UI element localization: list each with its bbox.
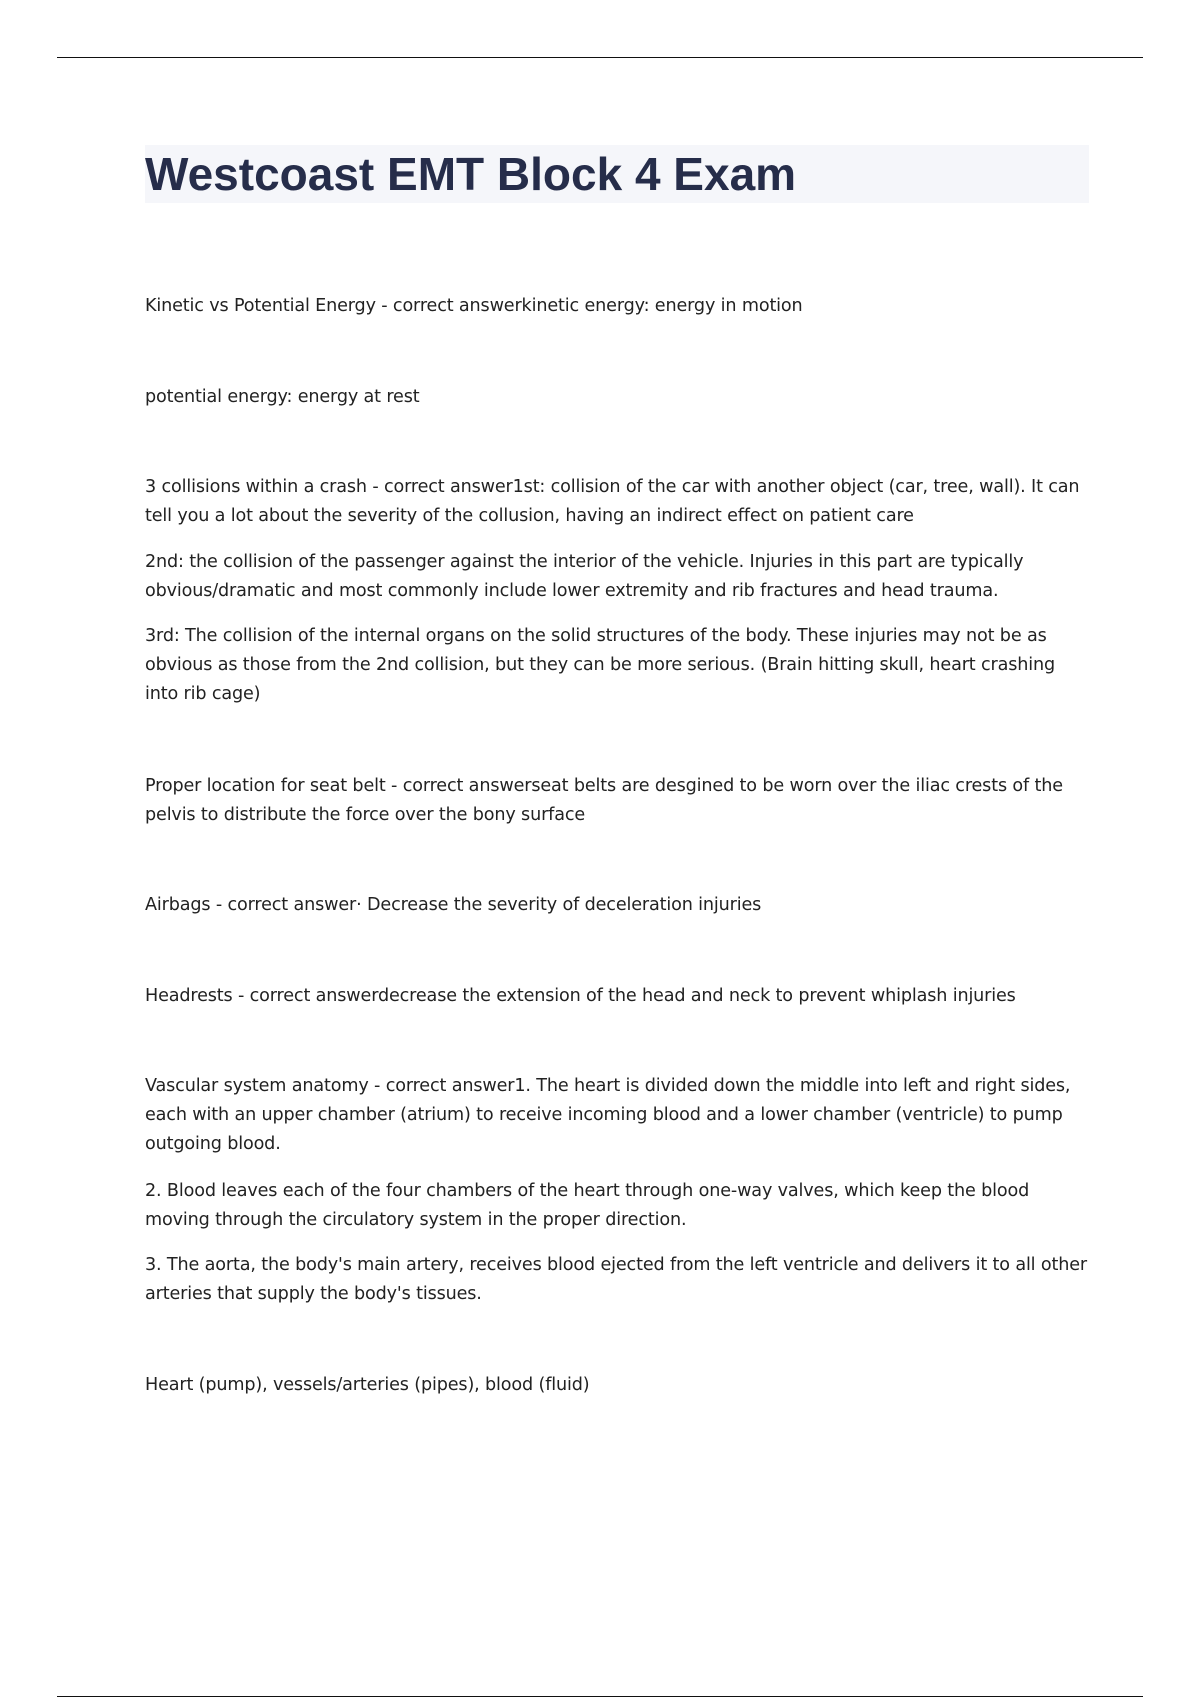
paragraph-potential-energy: potential energy: energy at rest xyxy=(145,387,420,407)
bottom-rule xyxy=(57,1696,1143,1697)
paragraph-aorta: 3. The aorta, the body's main artery, receives blood ejected from the left ventricle and delivers it to all other arteries that supply the body's tissues. xyxy=(145,1255,1087,1304)
page-title: Westcoast EMT Block 4 Exam xyxy=(145,148,797,200)
paragraph-third-collision: 3rd: The collision of the internal organs on the solid structures of the body. These injuries may not be as obvious as those from the 2nd collision, but they can be more serious. (Brain hitting skull, heart crashing into rib cage) xyxy=(145,626,1056,704)
paragraph-airbags: Airbags - correct answer· Decrease the severity of deceleration injuries xyxy=(145,895,762,915)
paragraph-headrests: Headrests - correct answerdecrease the extension of the head and neck to prevent whiplash injuries xyxy=(145,986,1016,1006)
top-rule xyxy=(57,57,1143,58)
paragraph-heart-valves: 2. Blood leaves each of the four chambers of the heart through one-way valves, which keep the blood moving through the circulatory system in the proper direction. xyxy=(145,1181,1030,1230)
paragraph-second-collision: 2nd: the collision of the passenger against the interior of the vehicle. Injuries in this part are typically obvious/dramatic and most commonly include lower extremity and rib fractures and head trauma. xyxy=(145,552,1024,601)
paragraph-seat-belt: Proper location for seat belt - correct answerseat belts are desgined to be worn over the iliac crests of the pelvis to distribute the force over the bony surface xyxy=(145,776,1063,825)
paragraph-three-collisions: 3 collisions within a crash - correct answer1st: collision of the car with another object (car, tree, wall). It can tell you a lot about the severity of the collusion, having an indirect effect on patient care xyxy=(145,477,1080,526)
paragraph-vascular-anatomy: Vascular system anatomy - correct answer1. The heart is divided down the middle into left and right sides, each with an upper chamber (atrium) to receive incoming blood and a lower chamber (ventricle) to pump outgoing blood. xyxy=(145,1076,1071,1154)
paragraph-kinetic-vs-potential: Kinetic vs Potential Energy - correct answerkinetic energy: energy in motion xyxy=(145,296,803,316)
paragraph-heart-pump: Heart (pump), vessels/arteries (pipes), blood (fluid) xyxy=(145,1375,590,1395)
